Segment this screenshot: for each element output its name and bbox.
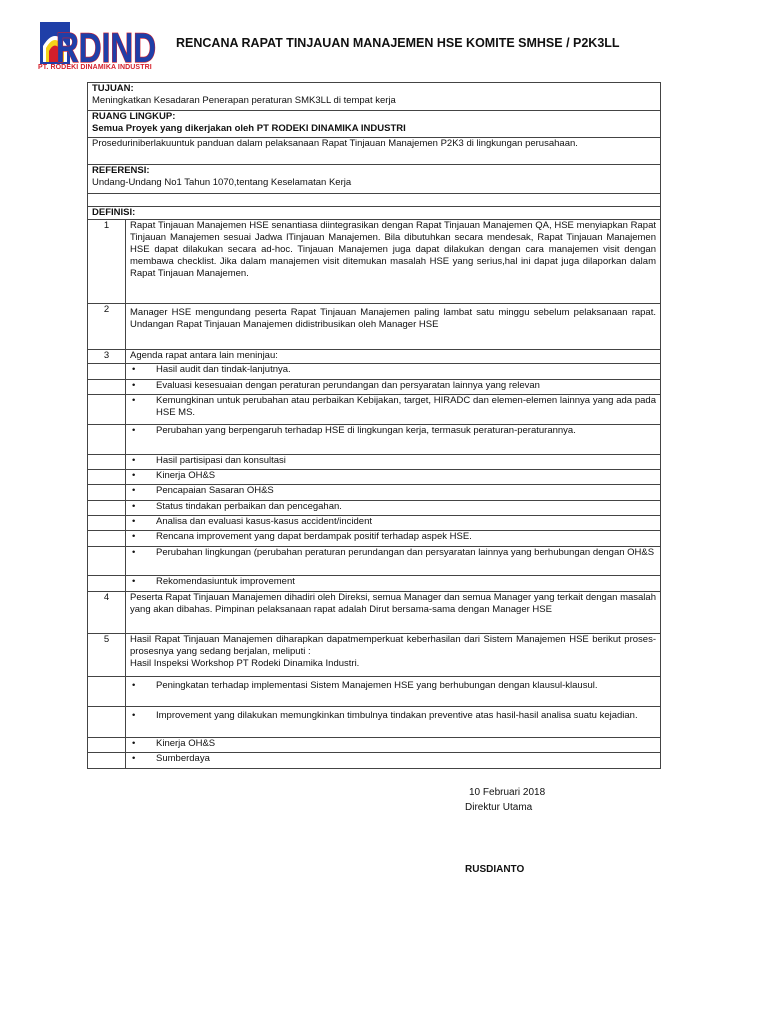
list-item bbox=[130, 738, 656, 750]
item-number: 2 bbox=[88, 304, 126, 350]
bullet-icon: • bbox=[132, 680, 136, 691]
signature-name: RUSDIANTO bbox=[465, 864, 525, 875]
list-item-text: Peningkatan terhadap implementasi Sistem Manajemen HSE yang berhubungan dengan klausul-klausul. bbox=[156, 680, 598, 691]
referensi-label: REFERENSI: bbox=[92, 165, 150, 176]
bullet-icon: • bbox=[132, 516, 136, 527]
item-number: 1 bbox=[88, 220, 126, 304]
item-text: Manager HSE mengundang peserta Rapat Tinjauan Manajemen paling lambat satu minggu sebelum pelaksanaan rapat. Undangan Rapat Tinjauan Manajemen didistribusikan oleh Manager HSE bbox=[126, 304, 661, 350]
agenda-row bbox=[88, 455, 661, 470]
list-item-text: Sumberdaya bbox=[156, 753, 210, 764]
list-item-text: Status tindakan perbaikan dan pencegahan. bbox=[156, 501, 342, 512]
list-item-text: Analisa dan evaluasi kasus-kasus accident/incident bbox=[156, 516, 372, 527]
item-number: 4 bbox=[88, 592, 126, 634]
bullet-icon: • bbox=[132, 395, 136, 406]
definition-item-5 bbox=[88, 634, 661, 677]
page-title: RENCANA RAPAT TINJAUAN MANAJEMEN HSE KOMITE SMHSE / P2K3LL bbox=[176, 36, 620, 50]
list-item bbox=[130, 753, 656, 765]
agenda-row bbox=[88, 425, 661, 455]
list-item bbox=[130, 531, 656, 543]
bullet-icon: • bbox=[132, 738, 136, 749]
agenda-row bbox=[88, 485, 661, 501]
list-item-text: Hasil partisipasi dan konsultasi bbox=[156, 455, 286, 466]
agenda-row bbox=[88, 364, 661, 380]
ruang-lingkup-row bbox=[88, 111, 661, 138]
list-item bbox=[130, 576, 656, 588]
definition-item-3 bbox=[88, 350, 661, 364]
tujuan-label: TUJUAN: bbox=[92, 83, 134, 94]
bullet-icon: • bbox=[132, 753, 136, 764]
item-text: Rapat Tinjauan Manajemen HSE senantiasa diintegrasikan dengan Rapat Tinjauan Manajemen QA, HSE menyiapkan Rapat Tinjauan Manajemen sesuai Jadwa lTinjauan Manajemen. Bila dibutuhkan secara mendesak, Rapat Tinjauan Manajemen HSE dapat dilakukan secara ad-hoc. Tinjauan Manajemen juga dapat dilakukan dengan cara manajemen visit dengan membawa checklist. Jika dalam manajemen visit ditemukan masalah HSE yang serius,hal ini dapat juga dilaporkan dalam Rapat Tinjauan Manajemen. bbox=[126, 220, 661, 304]
agenda-row bbox=[88, 380, 661, 395]
ruang-lingkup-label: RUANG LINGKUP: bbox=[92, 111, 176, 122]
agenda-row bbox=[88, 576, 661, 592]
list-item bbox=[130, 501, 656, 513]
list-item-text: Pencapaian Sasaran OH&S bbox=[156, 485, 274, 496]
agenda-row bbox=[88, 516, 661, 531]
bullet-icon: • bbox=[132, 380, 136, 391]
bullet-icon: • bbox=[132, 425, 136, 436]
list-item bbox=[130, 547, 656, 559]
definisi-label: DEFINISI: bbox=[88, 207, 661, 220]
item-text-sub: Hasil Inspeksi Workshop PT Rodeki Dinamika Industri. bbox=[130, 658, 360, 669]
definition-item-2 bbox=[88, 304, 661, 350]
list-item-text: Kemungkinan untuk perubahan atau perbaikan Kebijakan, target, HIRADC dan elemen-elemen lainnya yang ada pada HSE MS. bbox=[156, 395, 656, 418]
procedure-table bbox=[87, 82, 661, 769]
list-item-text: Perubahan lingkungan (perubahan peraturan perundangan dan persyaratan lainnya yang berhubungan dengan OH&S bbox=[156, 547, 655, 558]
tujuan-row bbox=[88, 83, 661, 111]
definition-item-1 bbox=[88, 220, 661, 304]
agenda-row bbox=[88, 531, 661, 547]
list-item bbox=[130, 485, 656, 497]
agenda-row bbox=[88, 547, 661, 576]
list-item-text: Kinerja OH&S bbox=[156, 738, 216, 749]
referensi-text: Undang-Undang No1 Tahun 1070,tentang Keselamatan Kerja bbox=[92, 177, 352, 188]
tujuan-text: Meningkatkan Kesadaran Penerapan peraturan SMK3LL di tempat kerja bbox=[92, 95, 396, 106]
bullet-icon: • bbox=[132, 576, 136, 587]
prosedur-row bbox=[88, 138, 661, 165]
definisi-row bbox=[88, 207, 661, 220]
hasil-row bbox=[88, 738, 661, 753]
list-item bbox=[130, 710, 656, 722]
item-text: Agenda rapat antara lain meninjau: bbox=[126, 350, 661, 364]
logo-wordmark: RDIND bbox=[56, 24, 156, 71]
agenda-row bbox=[88, 470, 661, 485]
list-item-text: Hasil audit dan tindak-lanjutnya. bbox=[156, 364, 291, 375]
item-text: Hasil Rapat Tinjauan Manajemen diharapkan dapatmemperkuat keberhasilan dari Sistem Manajemen HSE berikut proses-prosesnya yang sedang berjalan, meliputi : bbox=[130, 634, 656, 657]
list-item bbox=[130, 470, 656, 482]
item-number: 5 bbox=[88, 634, 126, 677]
bullet-icon: • bbox=[132, 455, 136, 466]
list-item bbox=[130, 425, 656, 437]
list-item-text: Improvement yang dilakukan memungkinkan timbulnya tindakan preventive atas hasil-hasil analisa suatu kejadian. bbox=[156, 710, 638, 721]
spacer-row bbox=[88, 194, 661, 207]
prosedur-text: Proseduriniberlakuuntuk panduan dalam pelaksanaan Rapat Tinjauan Manajemen P2K3 di lingkungan perusahaan. bbox=[92, 138, 578, 149]
hasil-row bbox=[88, 677, 661, 707]
bullet-icon: • bbox=[132, 531, 136, 542]
signature-role: Direktur Utama bbox=[465, 802, 533, 813]
bullet-icon: • bbox=[132, 710, 136, 721]
item-text: Peserta Rapat Tinjauan Manajemen dihadiri oleh Direksi, semua Manager dan semua Manager yang terkait dengan masalah yang akan dibahas. Pimpinan pelaksanaan rapat adalah Dirut bersama-sama dengan Manager HSE bbox=[126, 592, 661, 634]
bullet-icon: • bbox=[132, 485, 136, 496]
agenda-row bbox=[88, 395, 661, 425]
item-number: 3 bbox=[88, 350, 126, 364]
bullet-icon: • bbox=[132, 470, 136, 481]
list-item-text: Perubahan yang berpengaruh terhadap HSE di lingkungan kerja, termasuk peraturan-peraturannya. bbox=[156, 425, 576, 436]
bullet-icon: • bbox=[132, 501, 136, 512]
bullet-icon: • bbox=[132, 547, 136, 558]
referensi-row bbox=[88, 165, 661, 194]
list-item bbox=[130, 395, 656, 419]
signature-date: 10 Februari 2018 bbox=[469, 787, 546, 798]
list-item-text: Kinerja OH&S bbox=[156, 470, 216, 481]
list-item-text: Rencana improvement yang dapat berdampak positif terhadap aspek HSE. bbox=[156, 531, 472, 542]
ruang-lingkup-text: Semua Proyek yang dikerjakan oleh PT RODEKI DINAMIKA INDUSTRI bbox=[92, 123, 406, 134]
list-item bbox=[130, 680, 656, 692]
list-item bbox=[130, 455, 656, 467]
list-item-text: Rekomendasiuntuk improvement bbox=[156, 576, 295, 587]
hasil-row bbox=[88, 707, 661, 738]
list-item bbox=[130, 516, 656, 528]
logo-subtitle: PT. RODEKI DINAMIKA INDUSTRI bbox=[38, 64, 152, 71]
list-item bbox=[130, 364, 656, 376]
hasil-row bbox=[88, 753, 661, 769]
agenda-row bbox=[88, 501, 661, 516]
list-item bbox=[130, 380, 656, 392]
definition-item-4 bbox=[88, 592, 661, 634]
bullet-icon: • bbox=[132, 364, 136, 375]
list-item-text: Evaluasi kesesuaian dengan peraturan perundangan dan persyaratan lainnya yang relevan bbox=[156, 380, 540, 391]
